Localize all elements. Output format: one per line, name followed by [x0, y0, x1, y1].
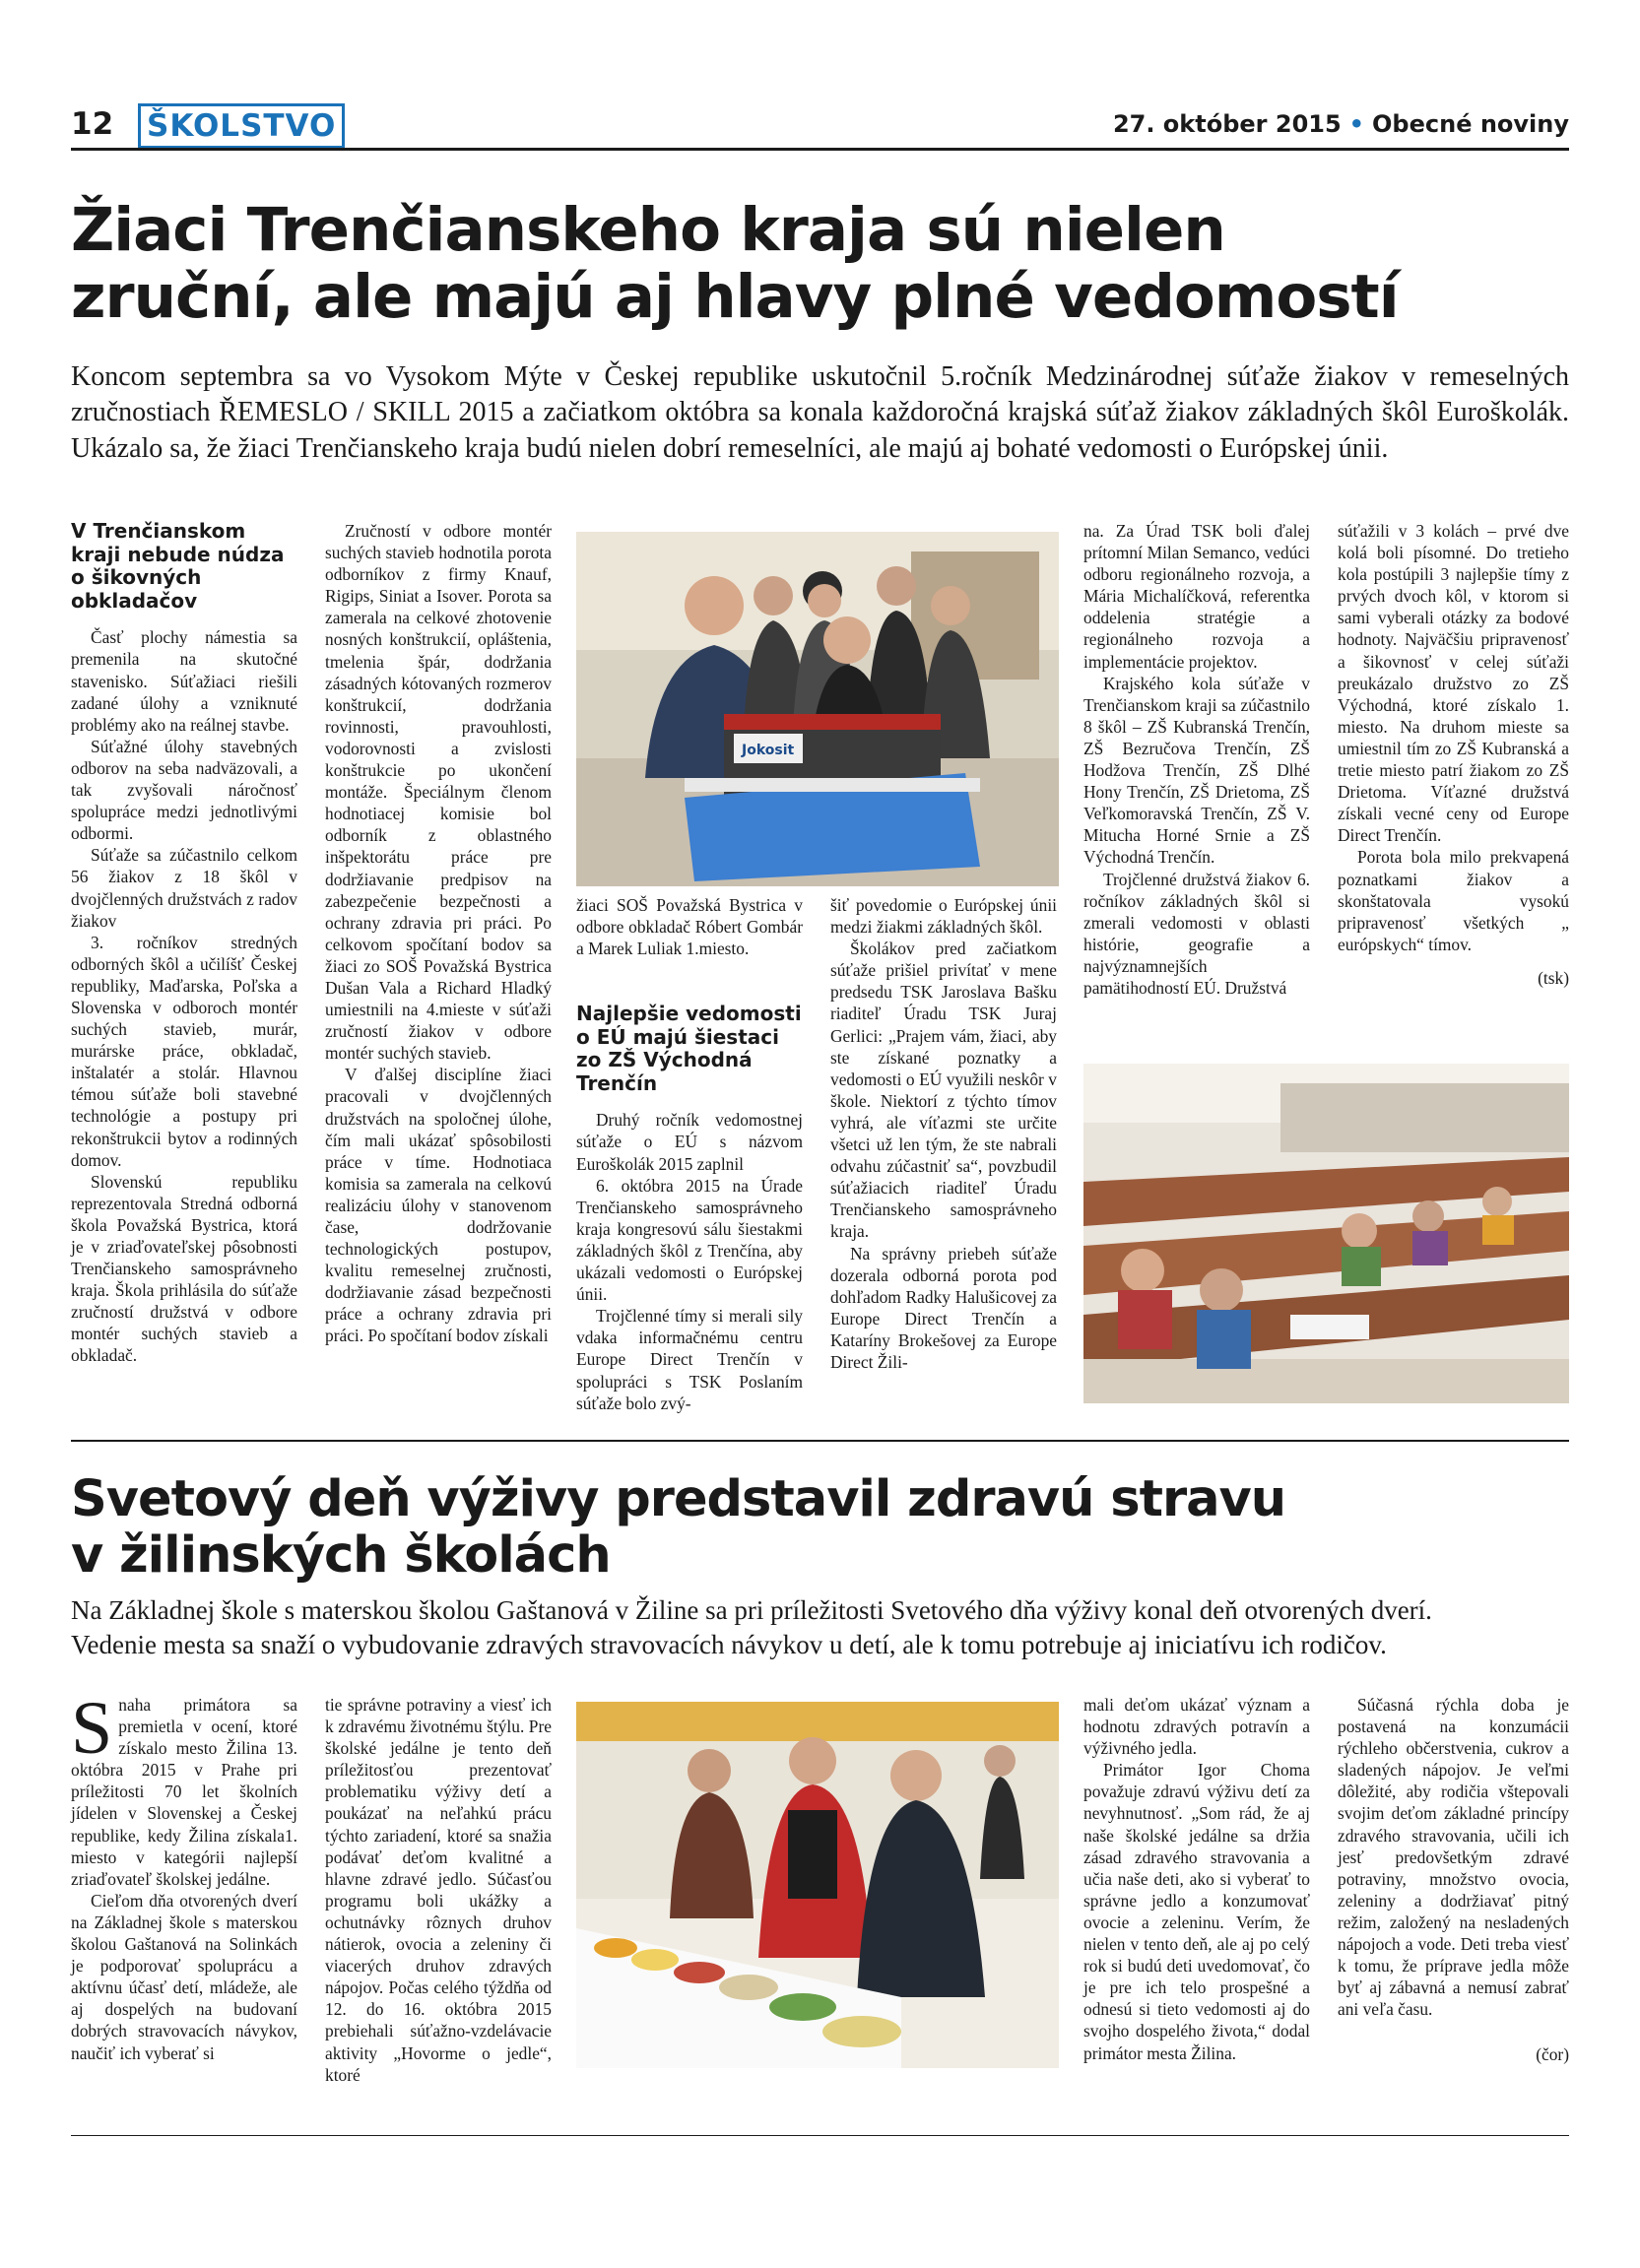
- paragraph: Porota bola milo prekvapená poznatkami žiakov a skonštatovala vysokú pripravenosť všetkých „ európskych“ tímov.: [1338, 847, 1569, 954]
- paragraph: Školákov pred začiatkom súťaže prišiel privítať v mene predsedu TSK Jaroslava Bašku riaditeľ Úradu TSK Juraj Gerlici: „Prajem vám, žiaci, aby ste získané poznatky a vedomosti o EÚ využili neskôr v škole. Niektorí z týchto tímov vyhrá, ale víťazmi ste určite všetci už len tým, že ste nabrali odvahu zúčastniť sa“, povzbudil súťažiacich riaditeľ Úradu Trenčianskeho samosprávneho kraja.: [830, 939, 1057, 1242]
- article2-headline-line2: v žilinských školách: [71, 1526, 611, 1586]
- paragraph: šiť povedomie o Európskej únii medzi žiakmi základných škôl.: [830, 895, 1057, 938]
- section-tag: ŠKOLSTVO: [138, 103, 345, 149]
- article2-col5: [1083, 1694, 1310, 2064]
- photo-classroom: [1083, 1064, 1569, 1403]
- paragraph: Zručností v odbore montér suchých stavieb hodnotila porota odborníkov z firmy Knauf, Rigips, Siniat a Isover. Porota sa zamerala na celkové zhotovenie nosných konštrukcií, opláštenia, tmelenia špár, dodržania zásadných kótovaných rozmerov konštrukcií, dodržania rovinnosti, pravouhlosti, vodorovnosti a zvislosti konštrukcie po ukončení montáže. Špeciálnym členom hodnotiacej komisie bol odborník z oblastného inšpektorátu práce pre dodržiavanie predpisov na zabezpečenie bezpečnosti a ochrany zdravia pri práci. Po celkovom spočítaní bodov sa žiaci zo SOŠ Považská Bystrica Dušan Vala a Richard Hladký umiestnili na 4.mieste v súťaži zručností žiakov v odbore montér suchých stavieb.: [325, 521, 552, 1064]
- paragraph: tie správne potraviny a viesť ich k zdravému životnému štýlu. Pre školské jedálne je tento deň príležitosťou prezentovať problematiku výživy detí a poukázať na neľahkú prácu týchto zariadení, ktoré sa snažia podávať deťom kvalitné a hlavne zdravé jedlo. Súčasťou programu boli ukážky a ochutnávky rôznych druhov nátierok, ovocia a zeleniny či viacerých druhov zdravých nápojov. Počas celého týždňa od 12. do 16. októbra 2015 prebiehali súťažno-vzdelávacie aktivity „Hovorme o jedle“, ktoré: [325, 1695, 552, 2085]
- article2-headline-line1: Svetový deň výživy predstavil zdravú stravu: [71, 1470, 1286, 1528]
- paragraph: V ďalšej disciplíne žiaci pracovali v dvojčlenných družstvách na spoločnej úlohe, čím mali ukázať spôsobilosti práce v tíme. Hodnotiaca komisia sa zamerala na celkovú realizáciu úlohy v stanovenom čase, dodržovanie technologických postupov, kvalitu remeselnej zručnosti, dodržiavanie zásad bezpečnosti práce a ochrany zdravia pri práci. Po spočítaní bodov získali: [325, 1065, 552, 1346]
- article2-col2: [325, 1694, 552, 2086]
- paragraph: Primátor Igor Choma považuje zdravú výživu detí za nevyhnutnosť. „Som rád, že aj naše školské jedálne sa držia zásad zdravého stravovania a učia naše deti, ako si vyberať to správne jedlo a konzumovať ovocie a zeleninu. Verím, že nielen v tento deň, ale aj po celý rok si budú deti uvedomovať, čo je pre ich telo prospešné a odnesú si tieto vedomosti aj do svojho dospelého života,“ dodal primátor mesta Žilina.: [1083, 1760, 1310, 2063]
- paragraph: mali deťom ukázať význam a hodnotu zdravých potravín a výživného jedla.: [1083, 1695, 1310, 1759]
- article2-lead: [71, 1593, 1569, 1662]
- paragraph: Slovenskú republiku reprezentovala Stredná odborná škola Považská Bystrica, ktorá je v zriaďovateľskej pôsobnosti Trenčianskeho samosprávneho kraja. Škola prihlásila do súťaže zručností družstvá v odbore montér suchých stavieb a obkladač.: [71, 1171, 297, 1366]
- article1-col3: [576, 1003, 803, 1414]
- paragraph: Časť plochy námestia sa premenila na skutočné stavenisko. Súťažiaci riešili zadané úlohy a vzniknuté problémy ako na reálnej stavbe.: [71, 627, 297, 735]
- paragraph: Súčasná rýchla doba je postavená na konzumácii rýchleho občerstvenia, cukrov a sladených nápojov. Je veľmi dôležité, aby rodičia vštepovali svojim deťom základné princípy zdravého stravovania, učili ich jesť predovšetkým zdravé potraviny, množstvo ovocia, zeleniny a dodržiavať pitný režim, založený na nesladených nápojoch a vode. Deti treba viesť k tomu, že príprave jedla môže byť aj zábavná a nemusí zabrať ani veľa času.: [1338, 1695, 1569, 2020]
- article1-headline: [71, 197, 1588, 332]
- paragraph: Trojčlenné tímy si merali sily vdaka informačnému centru Europe Direct Trenčín v spolupráci s TSK Poslaním súťaže bolo zvý-: [576, 1306, 803, 1413]
- article1-signature: (tsk): [1538, 967, 1569, 988]
- photo-classroom-illustration: [1083, 1064, 1569, 1403]
- article1-col4: [830, 894, 1057, 1373]
- article1-subhead-1: V Trenčianskom kraji nebude núdza o šikovných obkladačov: [71, 519, 285, 613]
- article1-col5: [1083, 520, 1310, 999]
- paragraph-dropcap: [71, 1687, 297, 1890]
- article1-col1: [71, 520, 297, 1367]
- paragraph: 6. októbra 2015 na Úrade Trenčianskeho samosprávneho kraja kongresovú sálu šiestakmi základných škôl z Trenčína, aby ukázali vedomosti o Európskej únii.: [576, 1175, 803, 1305]
- header-rule: [71, 148, 1569, 151]
- paragraph: Cieľom dňa otvorených dverí na Základnej škole s materskou školou Gaštanová na Solinkách je podporovať spoluprácu a aktívnu účasť detí, mládeže, ale aj dospelých na budovaní dobrých stravovacích návykov, naučiť ich vyberať si: [71, 1890, 297, 2063]
- paragraph: Trojčlenné družstvá žiakov 6. ročníkov základných škôl si zmerali vedomosti v oblasti histórie, geografie a najvýznamnejších pamätihodností EÚ. Družstvá: [1083, 869, 1310, 998]
- photo-food-tasting-illustration: [576, 1702, 1059, 2068]
- paragraph: Druhý ročník vedomostnej súťaže o EÚ s názvom Euroškolák 2015 zaplnil: [576, 1110, 803, 1174]
- dropcap: S: [71, 1687, 113, 1770]
- publication-name: Obecné noviny: [1372, 110, 1569, 138]
- article2-signature: (čor): [1536, 2044, 1569, 2065]
- issue-date: 27. október 2015: [1112, 110, 1342, 138]
- article1-lead: Koncom septembra sa vo Vysokom Mýte v Českej republike uskutočnil 5.ročník Medzinárodnej súťaže žiakov v remeselných zručnostiach ŘEMESLO / SKILL 2015 a začiatkom októbra sa konala každoročná krajská súťaž žiakov základných škôl Euroškolák. Ukázalo sa, že žiaci Trenčianskeho kraja budú nielen dobrí remeselníci, ale majú aj bohaté vedomosti o Európskej únii.: [71, 361, 1569, 464]
- photo-students-with-prize: [576, 532, 1059, 886]
- photo-food-tasting: [576, 1702, 1059, 2068]
- article1-headline-line1: Žiaci Trenčianskeho kraja sú nielen: [71, 195, 1225, 265]
- article2-headline: [71, 1471, 1588, 1584]
- paragraph: Krajského kola súťaže v Trenčianskom kraji sa zúčastnilo 8 škôl – ZŠ Kubranská Trenčín, ZŠ Bezručova Trenčín, ZŠ Hodžova Trenčín, ZŠ Dlhé Hony Trenčín, ZŠ Drietoma, ZŠ Veľkomoravská Trenčín, ZŠ V. Mitucha Horné Srnie a ZŠ Východná Trenčín.: [1083, 673, 1310, 868]
- paragraph: Súťažné úlohy stavebných odborov na seba nadväzovali, a tak zvyšovali náročnosť spolupráce medzi jednotlivými odbormi.: [71, 736, 297, 844]
- footer-rule: [71, 2135, 1569, 2136]
- article2-col1: [71, 1687, 297, 2064]
- paragraph: 3. ročníkov stredných odborných škôl a učilíšť Českej republiky, Maďarska, Poľska a Slovenska v odboroch montér suchých stavieb, murár, murárske práce, obkladač, inštalatér a stolár. Hlavnou témou súťaže boli stavebné technológie a postupy pri rekonštrukcii bytov a rodinných domov.: [71, 932, 297, 1170]
- separator-dot: •: [1348, 110, 1365, 138]
- article1-col2: [325, 520, 552, 1347]
- article2-lead-line1: Na Základnej škole s materskou školou Gaštanová v Žiline sa pri príležitosti Svetového dňa výživy konal deň otvorených dverí.: [71, 1595, 1432, 1625]
- article1-col6: [1338, 520, 1569, 989]
- page-number: 12: [71, 106, 114, 142]
- paragraph: na. Za Úrad TSK boli ďalej prítomní Milan Semanco, vedúci odboru regionálneho rozvoja, a Mária Michalíčková, referentka oddelenia stratégie a regionálneho rozvoja a implementácie projektov.: [1083, 521, 1310, 672]
- paragraph-text: naha primátora sa premietla v ocení, ktoré získalo mesto Žilina 13. októbra 2015 v Prahe pri príležitosti 70 let školních jídelen v Slovenskej a Českej republike, kedy Žilina získala1. miesto v kategórii najlepší zriaďovateľ školskej jedálne.: [71, 1695, 297, 1889]
- article2-lead-line2: Vedenie mesta sa snaží o vybudovanie zdravých stravovacích návykov u detí, ale k tomu potrebuje aj iniciatívu ich rodičov.: [71, 1630, 1387, 1660]
- article-divider: [71, 1440, 1569, 1442]
- paragraph: Súťaže sa zúčastnilo celkom 56 žiakov z 18 škôl v dvojčlenných družstvách z radov žiakov: [71, 845, 297, 931]
- paragraph: súťažili v 3 kolách – prvé dve kolá boli písomné. Do tretieho kola postúpili 3 najlepšie tímy z prvých dvoch kôl, v ktorom si sami vyberali otázky za bodové hodnoty. Najväčšiu pripravenosť a šikovnosť v celej súťaži preukázalo družstvo zo ZŠ Východná, ktoré získalo 1. miesto. Na druhom mieste sa umiestnil tím zo ZŠ Kubranská a tretie miesto patrí žiakom zo ZŠ Drietoma. Víťazné družstvá získali vecné ceny od Europe Direct Trenčín.: [1338, 521, 1569, 846]
- photo-students-illustration: [576, 532, 1059, 886]
- header-date-publication: [1113, 110, 1569, 138]
- article2-col6: [1338, 1694, 1569, 2066]
- article1-subhead-2: Najlepšie vedomosti o EÚ majú šiestaci zo ZŠ Východná Trenčín: [576, 1002, 802, 1095]
- article1-headline-line2: zruční, ale majú aj hlavy plné vedomostí: [71, 262, 1399, 333]
- jokosit-logo-text: Jokosit: [742, 743, 795, 758]
- photo-students-caption: žiaci SOŠ Považská Bystrica v odbore obkladač Róbert Gombár a Marek Luliak 1.miesto.: [576, 895, 803, 959]
- paragraph: Na správny priebeh súťaže dozerala odborná porota pod dohľadom Radky Halušicovej za Europe Direct Trenčín a Kataríny Brokešovej za Europe Direct Žili-: [830, 1243, 1057, 1372]
